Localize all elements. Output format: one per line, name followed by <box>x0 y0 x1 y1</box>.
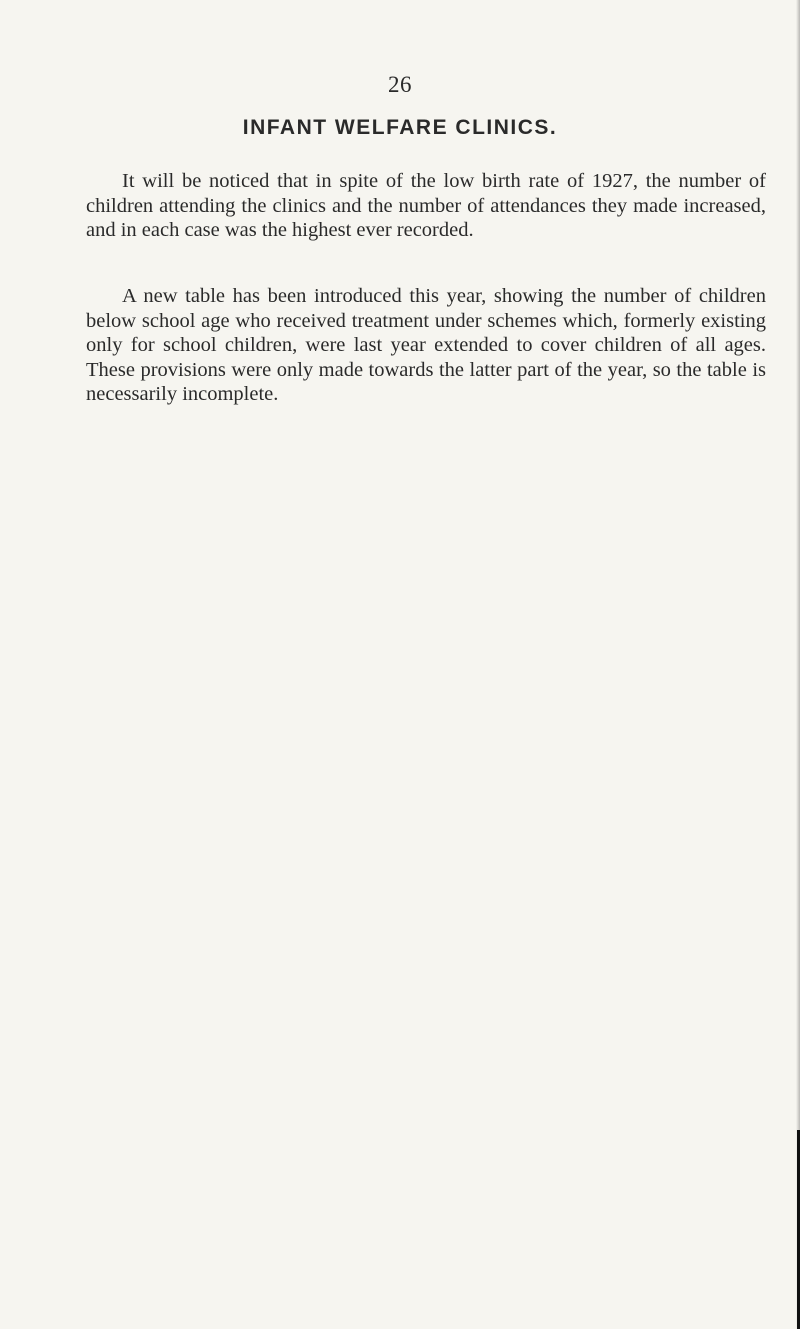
paragraph-2: A new table has been introduced this year, showing the number of children below school age who received treatment under schemes which, formerly existing only for school children, were last year extended to cover children of all ages. These provisions were only made towards the latter part of the year, so the table is necessarily incomplete. <box>86 285 766 405</box>
section-heading: INFANT WELFARE CLINICS. <box>242 116 558 139</box>
page-number: 26 <box>388 72 412 97</box>
paragraph-1: It will be noticed that in spite of the low birth rate of 1927, the number of children attending the clinics and the number of attendances they made increased, and in each case was the highest ever recorded. <box>86 170 766 241</box>
